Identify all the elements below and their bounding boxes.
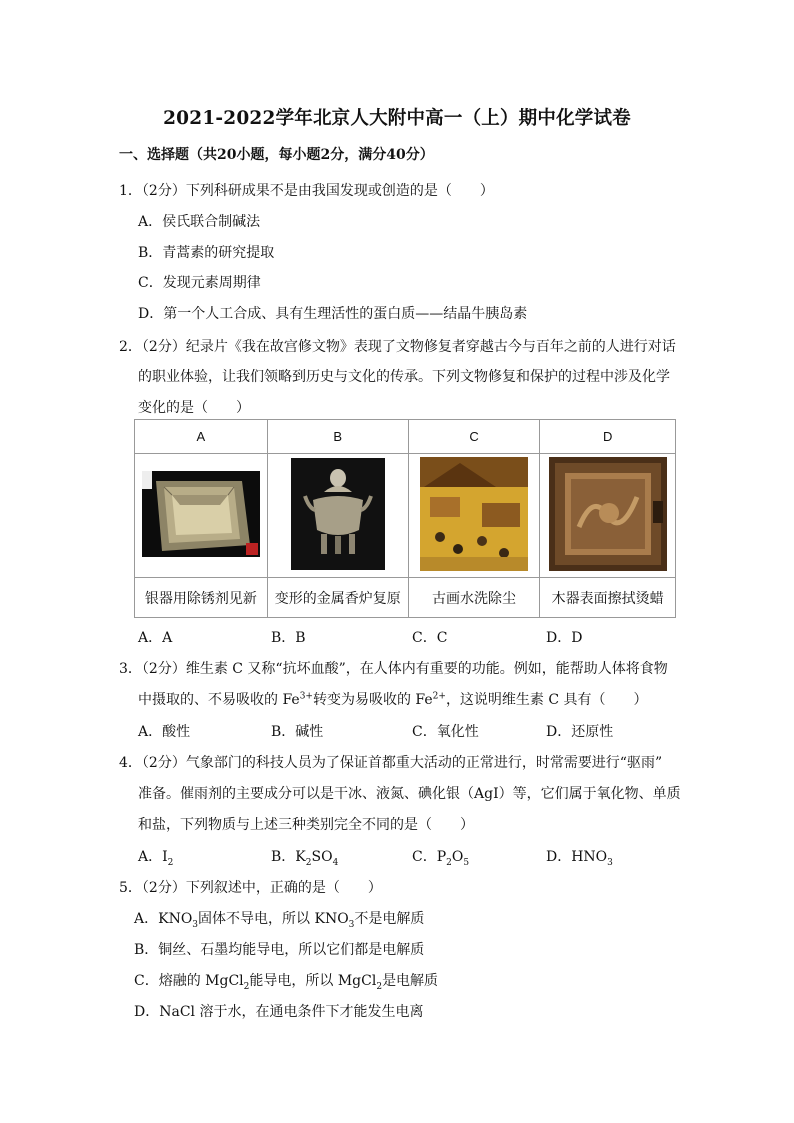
q2-option-b: B．B [271,630,306,646]
q4-stem-line3: 和盐，下列物质与上述三种类别完全不同的是（ ） [138,817,474,833]
q4-stem-line1: 4．（2分）气象部门的科技人员为了保证首都重大活动的正常进行，时常需要进行“驱雨” [119,755,663,771]
exam-title: 2021-2022学年北京人大附中高一（上）期中化学试卷 [163,108,631,129]
q4-stem-line2: 准备。催雨剂的主要成分可以是干冰、液氮、碘化银（AgI）等，它们属于氧化物、单质 [138,786,681,802]
q1-option-c: C．发现元素周期律 [138,275,261,291]
q1-option-d: D．第一个人工合成、具有生理活性的蛋白质——结晶牛胰岛素 [138,306,528,322]
q2-option-c: C．C [412,630,448,646]
q5-option-d: D．NaCl 溶于水，在通电条件下才能发生电离 [134,1004,424,1020]
q2-stem-line1: 2．（2分）纪录片《我在故宫修文物》表现了文物修复者穿越古今与百年之前的人进行对话 [119,339,676,355]
relics-header-d: D [540,420,676,454]
relic-image-cell-c [408,454,540,578]
q5-option-b: B．铜丝、石墨均能导电，所以它们都是电解质 [134,942,425,958]
q2-option-a: A．A [138,630,173,646]
q3-text-pre: 中摄取的、不易吸收的 Fe [138,692,300,708]
q4-d-text: D．HNO [546,849,608,865]
q4-c-sub1: 2 [446,857,452,868]
q5-stem: 5．（2分）下列叙述中，正确的是（ ） [119,880,382,896]
q4-option-d [546,846,613,868]
q4-option-a [138,846,173,868]
q3-charge-fe3: 3+ [299,691,313,702]
q4-d-sub: 3 [607,857,613,868]
relics-image-row [135,454,676,578]
q1-stem: 1．（2分）下列科研成果不是由我国发现或创造的是（ ） [119,183,494,199]
relic-caption-c: 古画水洗除尘 [408,578,540,618]
relic-image-cell-a [135,454,268,578]
relic-image-cell-b [267,454,408,578]
q4-a-sub: 2 [167,857,174,868]
relics-header-b: B [267,420,408,454]
q5-option-c [134,970,438,992]
q3-text-post: ，这说明维生素 C 具有（ ） [445,692,648,708]
silver-box-image [142,471,260,557]
q1-option-b: B．青蒿素的研究提取 [138,245,275,261]
relics-header-c: C [408,420,540,454]
relics-header-row [135,420,676,454]
q4-b-sub2: 4 [332,857,339,868]
q3-stem-line2 [138,689,648,709]
relic-image-cell-d [540,454,676,578]
q4-c-sub2: 5 [463,857,470,868]
q5-a-post: 不是电解质 [354,911,425,927]
relic-caption-a: 银器用除锈剂见新 [135,578,268,618]
q5-c-mid: 能导电，所以 MgCl [249,973,377,989]
q4-c-mid: O [451,849,464,865]
q5-a-sub1: 3 [192,919,199,930]
relics-table [134,419,676,618]
q5-c-pre: C．熔融的 MgCl [134,973,244,989]
q4-b-mid: SO [311,849,333,865]
relics-header-a: A [135,420,268,454]
q4-a-text: A．I [138,849,168,865]
q3-option-b: B．碱性 [271,724,324,740]
q3-stem-line1: 3．（2分）维生素 C 又称“抗坏血酸”，在人体内有重要的功能。例如，能帮助人体将食物 [119,661,668,677]
q2-stem-line2: 的职业体验，让我们领略到历史与文化的传承。下列文物修复和保护的过程中涉及化学 [138,369,670,385]
q4-c-text: C．P [412,849,447,865]
q2-option-d: D．D [546,630,583,646]
q1-option-a: A．侯氏联合制碱法 [138,214,261,230]
q5-c-sub1: 2 [243,981,250,992]
q3-option-a: A．酸性 [138,724,191,740]
relic-caption-d: 木器表面擦拭烫蜡 [540,578,676,618]
relic-caption-b: 变形的金属香炉复原 [267,578,408,618]
q3-text-mid: 转变为易吸收的 Fe [312,692,433,708]
q5-a-pre: A．KNO [134,911,193,927]
section-heading: 一、选择题（共20小题，每小题2分，满分40分） [119,147,434,163]
q3-option-d: D．还原性 [546,724,614,740]
q4-option-c [412,846,469,868]
ancient-painting-image [420,457,528,571]
incense-burner-image [291,458,385,570]
q3-charge-fe2: 2+ [432,691,446,702]
wooden-panel-image [549,457,667,571]
q4-b-text: B．K [271,849,306,865]
q2-stem-line3: 变化的是（ ） [138,400,250,416]
q3-option-c: C．氧化性 [412,724,479,740]
q4-b-sub1: 2 [305,857,312,868]
q5-c-post: 是电解质 [382,973,439,989]
q5-a-sub2: 3 [348,919,355,930]
q5-a-mid: 固体不导电，所以 KNO [198,911,349,927]
q4-option-b [271,846,338,868]
q5-option-a [134,908,424,930]
q5-c-sub2: 2 [376,981,383,992]
relics-caption-row [135,578,676,618]
